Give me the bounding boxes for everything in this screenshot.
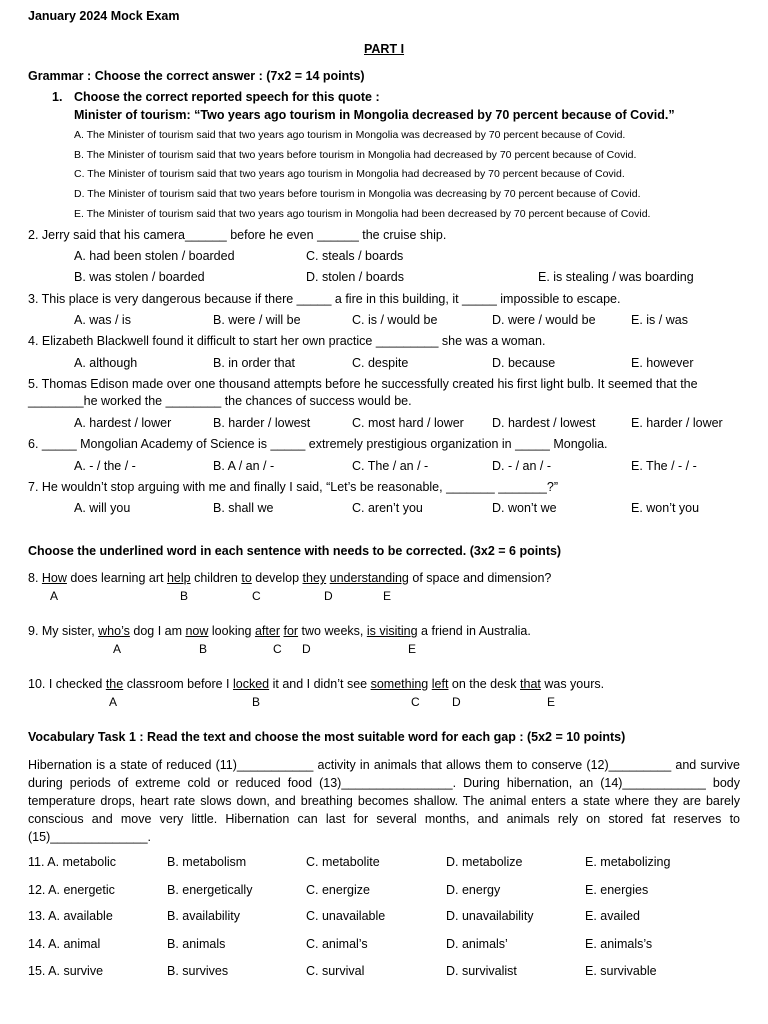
q13-option-a[interactable]: 13. A. available (28, 909, 113, 923)
q4-option-b[interactable]: B. in order that (213, 356, 295, 370)
q5-option-b[interactable]: B. harder / lowest (213, 416, 311, 430)
error-section-heading: Choose the underlined word in each sentence with needs to be corrected. (3x2 = 6 points) (28, 544, 562, 558)
q12-option-c[interactable]: C. energize (306, 883, 370, 897)
q3-option-a[interactable]: A. was / is (74, 313, 131, 327)
q5-option-c[interactable]: C. most hard / lower (352, 416, 464, 430)
q10-word-a[interactable]: the (105, 677, 124, 691)
q2-option-d[interactable]: D. stolen / boards (306, 270, 404, 284)
q3-option-b[interactable]: B. were / will be (213, 313, 301, 327)
q3-option-e[interactable]: E. is / was (631, 313, 688, 327)
q5-option-a[interactable]: A. hardest / lower (74, 416, 172, 430)
q8-letter-a: A (50, 589, 59, 603)
q14-option-d[interactable]: D. animals’ (446, 937, 508, 951)
q8-letter-b: B (180, 589, 189, 603)
q7-option-b[interactable]: B. shall we (213, 501, 274, 515)
q1-number: 1. (52, 90, 63, 104)
q13-option-b[interactable]: B. availability (167, 909, 240, 923)
q6-option-e[interactable]: E. The / - / - (631, 459, 697, 473)
q11-option-a[interactable]: 11. A. metabolic (28, 855, 117, 869)
q6-option-b[interactable]: B. A / an / - (213, 459, 275, 473)
q2-option-e[interactable]: E. is stealing / was boarding (538, 270, 694, 284)
q7-option-d[interactable]: D. won’t we (492, 501, 557, 515)
q3-option-d[interactable]: D. were / would be (492, 313, 596, 327)
q9-word-e[interactable]: is visiting (366, 624, 418, 638)
vocab-passage: Hibernation is a state of reduced (11)___________ activity in animals that allows them to conserve (12)_________ and survive during periods of extreme cold or reduced food (13)________________. During hibernation, an (14)____________ body temperature drops, heart rate slows down, and breathing becomes shallow. The animal enters a state where they are barely conscious and move very little. Hibernation can last for several months, and animals rely on stored fat reserves to (15)______________. (28, 758, 740, 844)
q8-sentence: 8. How does learning art help children to develop they understanding of space and dimension? (28, 571, 552, 585)
q6-option-a[interactable]: A. - / the / - (74, 459, 136, 473)
q8-word-c[interactable]: to (241, 571, 252, 585)
q9-letter-c: C (273, 642, 282, 656)
q14-option-e[interactable]: E. animals’s (585, 937, 653, 951)
q15-option-e[interactable]: E. survivable (585, 964, 657, 978)
q8-word-d[interactable]: they (302, 571, 327, 585)
q4-option-d[interactable]: D. because (492, 356, 556, 370)
q10-letter-d: D (452, 695, 461, 709)
q13-option-d[interactable]: D. unavailability (446, 909, 534, 923)
q1-option-d[interactable]: D. The Minister of tourism said that two years before tourism in Mongolia was decreasing by 70 percent because of Covid. (74, 188, 641, 200)
q10-word-e[interactable]: that (520, 677, 541, 691)
q3-option-c[interactable]: C. is / would be (352, 313, 438, 327)
q10-letter-e: E (547, 695, 556, 709)
q8-word-a[interactable]: How (41, 571, 67, 585)
q11-option-c[interactable]: C. metabolite (306, 855, 380, 869)
q15-option-c[interactable]: C. survival (306, 964, 365, 978)
q13-option-c[interactable]: C. unavailable (306, 909, 386, 923)
q15-option-b[interactable]: B. survives (167, 964, 229, 978)
q9-word-d[interactable]: for (283, 624, 299, 638)
q7-text: 7. He wouldn’t stop arguing with me and finally I said, “Let’s be reasonable, _______ _______?” (28, 480, 558, 494)
q10-sentence: 10. I checked the classroom before I locked it and I didn’t see something left on the desk that was yours. (28, 677, 605, 691)
q3-text: 3. This place is very dangerous because if there _____ a fire in this building, it _____ impossible to escape. (28, 292, 621, 306)
q9-letter-a: A (113, 642, 122, 656)
q15-option-a[interactable]: 15. A. survive (28, 964, 104, 978)
q14-option-b[interactable]: B. animals (167, 937, 226, 951)
q4-option-e[interactable]: E. however (631, 356, 694, 370)
q5-line1: 5. Thomas Edison made over one thousand attempts before he successfully created his first light bulb. It seemed that the (28, 377, 698, 391)
q5-option-e[interactable]: E. harder / lower (631, 416, 723, 430)
q5-line2: ________he worked the ________ the chances of success would be. (28, 394, 412, 408)
q9-sentence: 9. My sister, who’s dog I am now looking after for two weeks, is visiting a friend in Australia. (28, 624, 531, 638)
vocab-heading: Vocabulary Task 1 : Read the text and choose the most suitable word for each gap : (5x2 = 10 points) (28, 730, 626, 744)
q7-option-a[interactable]: A. will you (74, 501, 131, 515)
grammar-heading: Grammar : Choose the correct answer : (7x2 = 14 points) (28, 69, 365, 83)
q2-option-b[interactable]: B. was stolen / boarded (74, 270, 205, 284)
q12-option-e[interactable]: E. energies (585, 883, 649, 897)
q12-option-d[interactable]: D. energy (446, 883, 501, 897)
q11-option-e[interactable]: E. metabolizing (585, 855, 671, 869)
q14-option-c[interactable]: C. animal’s (306, 937, 368, 951)
q9-letter-b: B (199, 642, 208, 656)
q1-prompt: Choose the correct reported speech for this quote : (74, 90, 380, 104)
q6-option-c[interactable]: C. The / an / - (352, 459, 429, 473)
q15-option-d[interactable]: D. survivalist (446, 964, 517, 978)
q11-option-d[interactable]: D. metabolize (446, 855, 523, 869)
q6-text: 6. _____ Mongolian Academy of Science is _____ extremely prestigious organization in _____ Mongolia. (28, 437, 608, 451)
q8-word-b[interactable]: help (166, 571, 191, 585)
q5-option-d[interactable]: D. hardest / lowest (492, 416, 596, 430)
q1-option-e[interactable]: E. The Minister of tourism said that two years ago tourism in Mongolia had been decreased by 70 percent because of Covid. (74, 208, 651, 220)
q10-word-c[interactable]: something (370, 677, 429, 691)
q8-letter-c: C (252, 589, 261, 603)
q7-option-e[interactable]: E. won’t you (631, 501, 700, 515)
q10-letter-c: C (411, 695, 420, 709)
q1-option-c[interactable]: C. The Minister of tourism said that two years ago tourism in Mongolia had decreased by 70 percent because of Covid. (74, 168, 625, 180)
q1-quote: Minister of tourism: “Two years ago tourism in Mongolia decreased by 70 percent because of Covid.” (74, 108, 675, 122)
q10-letter-b: B (252, 695, 261, 709)
q2-text: 2. Jerry said that his camera______ before he even ______ the cruise ship. (28, 228, 447, 242)
q9-letter-d: D (302, 642, 311, 656)
q9-word-c[interactable]: after (254, 624, 280, 638)
q13-option-e[interactable]: E. availed (585, 909, 640, 923)
q4-text: 4. Elizabeth Blackwell found it difficult to start her own practice _________ she was a woman. (28, 334, 546, 348)
q9-letter-e: E (408, 642, 417, 656)
q8-letter-d: D (324, 589, 333, 603)
q14-option-a[interactable]: 14. A. animal (28, 937, 101, 951)
q9-word-a[interactable]: who’s (98, 624, 130, 638)
q8-letter-e: E (383, 589, 392, 603)
q10-word-d[interactable]: left (431, 677, 449, 691)
q10-letter-a: A (109, 695, 118, 709)
exam-title: January 2024 Mock Exam (28, 9, 180, 23)
q6-option-d[interactable]: D. - / an / - (492, 459, 552, 473)
q2-option-c[interactable]: C. steals / boards (306, 249, 404, 263)
q8-word-e[interactable]: understanding (329, 571, 409, 585)
q7-option-c[interactable]: C. aren’t you (352, 501, 423, 515)
q11-option-b[interactable]: B. metabolism (167, 855, 247, 869)
q4-option-c[interactable]: C. despite (352, 356, 409, 370)
part-heading: PART I (364, 42, 405, 56)
q4-option-a[interactable]: A. although (74, 356, 138, 370)
q12-option-b[interactable]: B. energetically (167, 883, 253, 897)
q12-option-a[interactable]: 12. A. energetic (28, 883, 115, 897)
q1-option-a[interactable]: A. The Minister of tourism said that two years ago tourism in Mongolia was decreased by 70 percent because of Covid. (74, 129, 626, 141)
q10-word-b[interactable]: locked (232, 677, 270, 691)
q1-option-b[interactable]: B. The Minister of tourism said that two years before tourism in Mongolia had decreased by 70 percent because of Covid. (74, 149, 637, 161)
q2-option-a[interactable]: A. had been stolen / boarded (74, 249, 235, 263)
q9-word-b[interactable]: now (185, 624, 209, 638)
